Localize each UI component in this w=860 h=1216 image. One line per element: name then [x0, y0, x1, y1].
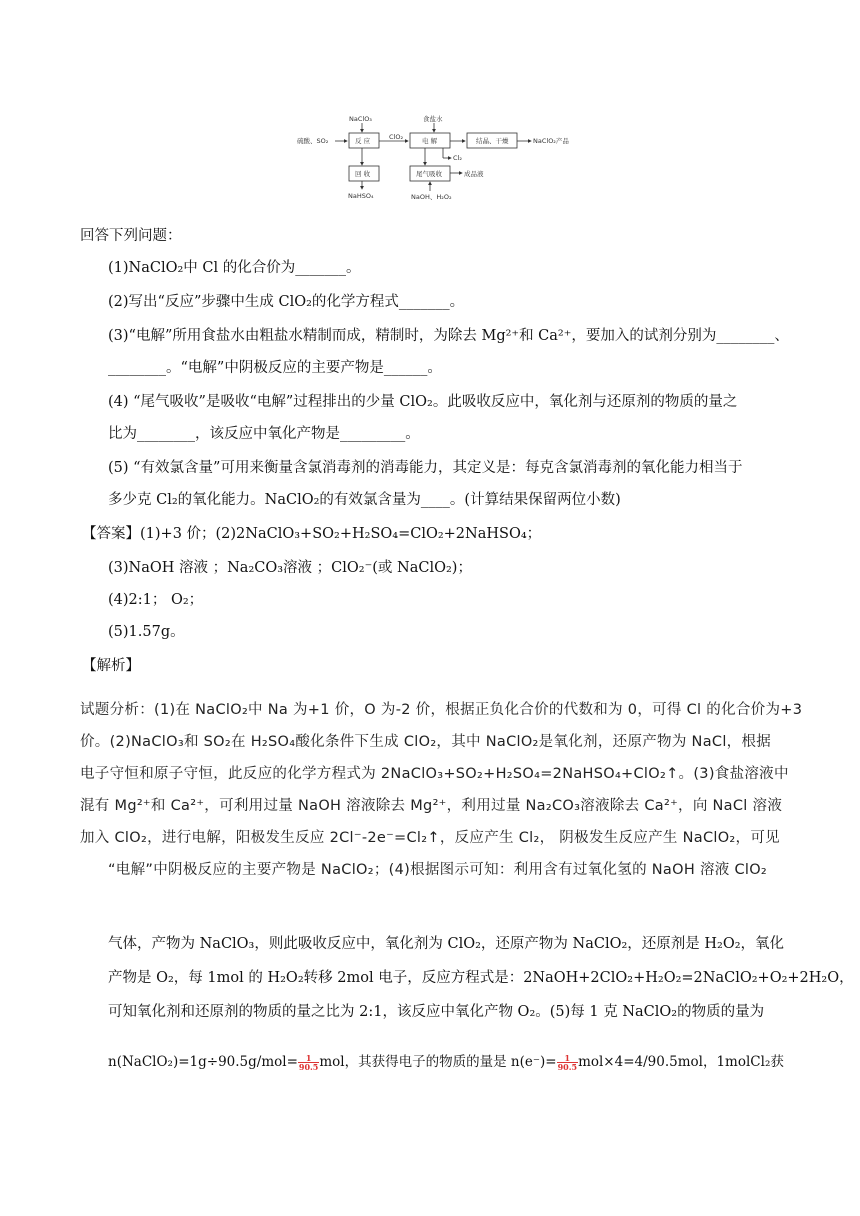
analysis-block	[80, 694, 803, 886]
diagram-nahso4-label: NaHSO₄	[348, 192, 374, 200]
question-1: (1)NaClO₂中 Cl 的化合价为_______。	[108, 260, 361, 276]
diagram-box-reaction-label: 反 应	[355, 137, 371, 145]
fraction-1-over-90-5-second	[557, 1054, 578, 1071]
answer-line-3: (4)2:1； O₂；	[108, 592, 204, 608]
diagram-box-crystal-label: 结晶、干燥	[476, 137, 509, 145]
question-3-line-1: (3)“电解”所用食盐水由粗盐水精制而成，精制时，为除去 Mg²⁺和 Ca²⁺，要加入的试剂分别为________、	[108, 328, 789, 344]
diagram-clo2-label: ClO₂	[389, 133, 404, 141]
question-5-line-1: (5) “有效氯含量”可用来衡量含氯消毒剂的消毒能力，其定义是：每克含氯消毒剂的氧化能力相当于	[108, 460, 743, 476]
analysis-row-2: 价。(2)NaClO₃和 SO₂在 H₂SO₄酸化条件下生成 ClO₂，其中 NaClO₂是氧化剂，还原产物为 NaCl，根据	[80, 734, 772, 750]
diagram-box-electrolysis-label: 电 解	[422, 137, 438, 145]
answer-line-4: (5)1.57g。	[108, 624, 185, 640]
question-5-line-2: 多少克 Cl₂的氧化能力。NaClO₂的有效氯含量为____。(计算结果保留两位小数)	[108, 492, 621, 508]
continuation-line-1: 气体，产物为 NaClO₃，则此吸收反应中，氧化剂为 ClO₂，还原产物为 NaClO₂，还原剂是 H₂O₂，氧化	[108, 936, 785, 952]
analysis-row-1: 试题分析：(1)在 NaClO₂中 Na 为+1 价，O 为-2 价，根据正负化合价的代数和为 0，可得 Cl 的化合价为+3	[80, 702, 803, 718]
mass-calc-text: n(NaClO₂)=1g÷90.5g/mol=	[108, 1054, 298, 1070]
diagram-salt-water-label: 食盐水	[423, 115, 443, 123]
diagram-cl2-label: Cl₂	[453, 154, 462, 162]
analysis-label: 【解析】	[82, 658, 140, 674]
analysis-row-3: 电子守恒和原子守恒，此反应的化学方程式为 2NaClO₃+SO₂+H₂SO₄=2NaHSO₄+ClO₂↑。(3)食盐溶液中	[80, 766, 789, 782]
question-3-line-2: ________。“电解”中阴极反应的主要产物是______。	[108, 360, 442, 376]
diagram-finished-liquid-label: 成品液	[464, 170, 484, 178]
answer-label: 【答案】	[82, 526, 140, 542]
fraction-numerator: 1	[298, 1054, 319, 1063]
question-4-line-2: 比为________，该反应中氧化产物是_________。	[108, 426, 420, 442]
fraction-1-over-90-5	[298, 1054, 319, 1071]
answer-line-1	[82, 524, 541, 544]
analysis-row-6: “电解”中阴极反应的主要产物是 NaClO₂；(4)根据图示可知：利用含有过氧化氢的 NaOH 溶液 ClO₂	[108, 862, 768, 878]
fraction-denominator: 90.5	[298, 1062, 319, 1072]
fraction-numerator-second: 1	[557, 1054, 578, 1063]
electron-calc-text: mol，其获得电子的物质的量是 n(e⁻)=	[319, 1054, 557, 1070]
diagram-box-recover-label: 回 收	[355, 170, 371, 178]
diagram-product-label: NaClO₂产品	[533, 137, 569, 145]
continuation-line-3: 可知氧化剂和还原剂的物质的量之比为 2:1，该反应中氧化产物 O₂。(5)每 1 克 NaClO₂的物质的量为	[108, 1004, 765, 1020]
question-4-line-1: (4) “尾气吸收”是吸收“电解”过程排出的少量 ClO₂。此吸收反应中，氧化剂与还原剂的物质的量之	[108, 394, 738, 410]
continuation-line-4	[108, 1052, 784, 1072]
electron-calc-tail: mol×4=4/90.5mol，1molCl₂获	[578, 1054, 784, 1070]
question-2: (2)写出“反应”步骤中生成 ClO₂的化学方程式_______。	[108, 294, 465, 310]
analysis-row-4: 混有 Mg²⁺和 Ca²⁺，可利用过量 NaOH 溶液除去 Mg²⁺，利用过量 Na₂CO₃溶液除去 Ca²⁺，向 NaCl 溶液	[80, 798, 783, 814]
diagram-input-label: 硫酸、SO₂	[297, 137, 329, 145]
answer-1: (1)+3 价；(2)2NaClO₃+SO₂+H₂SO₄=ClO₂+2NaHSO₄；	[140, 526, 542, 542]
answer-line-2: (3)NaOH 溶液 ；Na₂CO₃溶液 ；ClO₂⁻(或 NaClO₂)；	[108, 560, 472, 576]
question-intro: 回答下列问题：	[80, 228, 182, 244]
diagram-box-tail-label: 尾气吸收	[416, 170, 442, 178]
diagram-reactant-label: NaClO₃	[349, 115, 372, 123]
diagram-reagents-label: NaOH、H₂O₂	[411, 193, 452, 201]
continuation-line-2: 产物是 O₂，每 1mol 的 H₂O₂转移 2mol 电子，反应方程式是：2NaOH+2ClO₂+H₂O₂=2NaClO₂+O₂+2H₂O，	[108, 970, 854, 986]
analysis-row-5: 加入 ClO₂，进行电解，阳极发生反应 2Cl⁻-2e⁻=Cl₂↑，反应产生 Cl₂， 阴极发生反应产生 NaClO₂，可见	[80, 830, 780, 846]
process-flow-diagram	[295, 112, 585, 204]
fraction-denominator-second: 90.5	[557, 1062, 578, 1072]
